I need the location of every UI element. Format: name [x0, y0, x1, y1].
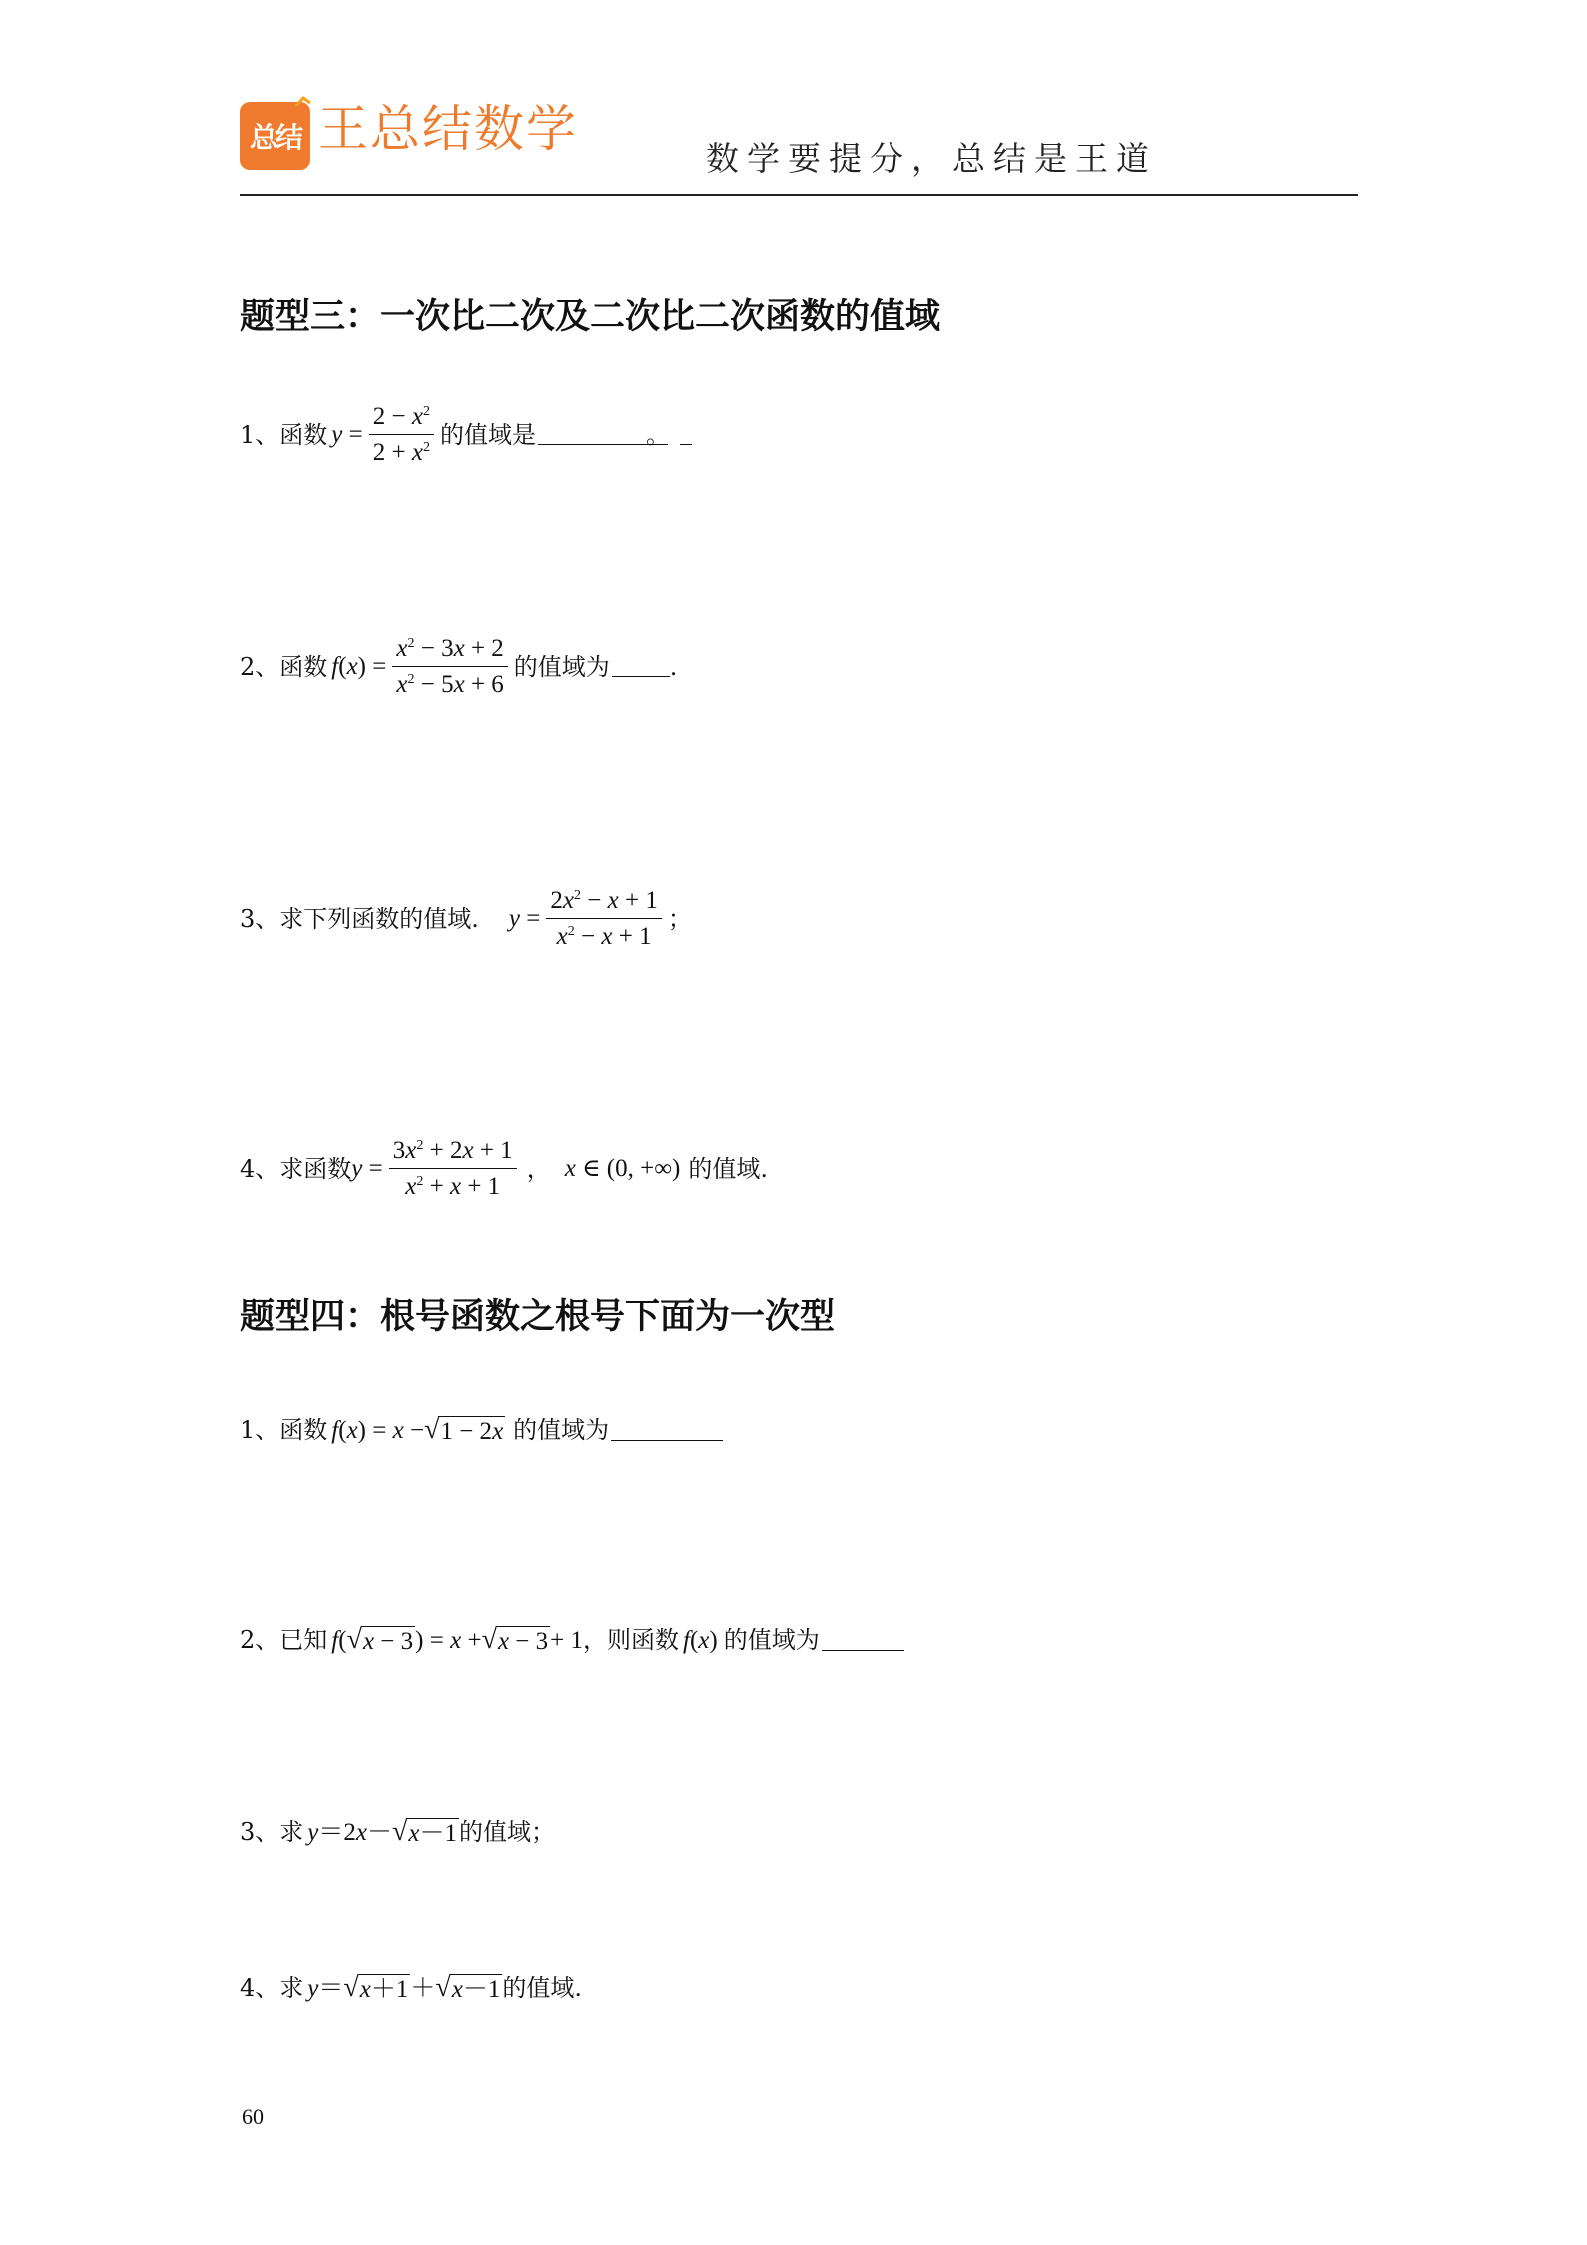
question-3-1: 1、 函数 y = $\frac{2 - x^2}{2 + x^2}$ 的值域是 。	[240, 404, 692, 465]
header-divider	[240, 194, 1358, 196]
square-root: √ x − 3	[481, 1624, 549, 1655]
square-root: √ x－1	[392, 1816, 458, 1847]
fraction: $\frac{2x^2 - x + 1}{x^2 - x + 1}$	[546, 888, 661, 949]
question-4-4: 4、 求 y＝ √ x＋1 ＋ √ x－1 的值域.	[240, 1972, 583, 2003]
fraction: $\frac{2 - x^2}{2 + x^2}$	[369, 404, 434, 465]
question-4-3: 3、 求 y＝2x－ √ x－1 的值域；	[240, 1816, 556, 1847]
square-root: √ x－1	[435, 1972, 501, 2003]
question-4-1: 1、 函数 f(x) = x − √ 1 − 2x 的值域为	[240, 1416, 723, 1444]
section-title-3: 题型三：一次比二次及二次比二次函数的值域	[240, 297, 941, 337]
logo-spark-icon	[294, 96, 312, 108]
page-number: 60	[242, 2104, 264, 2129]
logo: 总结	[240, 102, 310, 170]
section-title-4: 题型四：根号函数之根号下面为一次型	[240, 1297, 836, 1337]
square-root: √ 1 − 2x	[424, 1414, 504, 1445]
question-3-4: 4、 求函数 y = $\frac{3x^2 + 2x + 1}{x^2 + x + 1}$ ， x ∈ (0, +∞) 的值域.	[240, 1137, 769, 1200]
brand-name: 王总结数学	[318, 100, 578, 158]
answer-blank	[612, 656, 670, 677]
question-3-3: 3、 求下列函数的值域. y = $\frac{2x^2 - x + 1}{x^2 - x + 1}$ ；	[240, 887, 692, 950]
question-3-2: 2、 函数 f(x) = $\frac{x^2 - 3x + 2}{x^2 - 5x + 6}$ 的值域为 .	[240, 635, 678, 698]
fraction: $\frac{3x^2 + 2x + 1}{x^2 + x + 1}$	[389, 1138, 517, 1199]
question-4-2: 2、 已知 f( √ x − 3 ) = x + √ x − 3 + 1 ，则函数 f(x) 的值域为	[240, 1626, 904, 1654]
square-root: √ x＋1	[343, 1972, 409, 2003]
slogan: 数学要提分，总结是王道	[706, 139, 1157, 178]
square-root: √ x − 3	[346, 1624, 414, 1655]
answer-blank	[611, 1420, 723, 1441]
fraction: $\frac{x^2 - 3x + 2}{x^2 - 5x + 6}$	[392, 636, 507, 697]
answer-blank	[822, 1630, 904, 1651]
